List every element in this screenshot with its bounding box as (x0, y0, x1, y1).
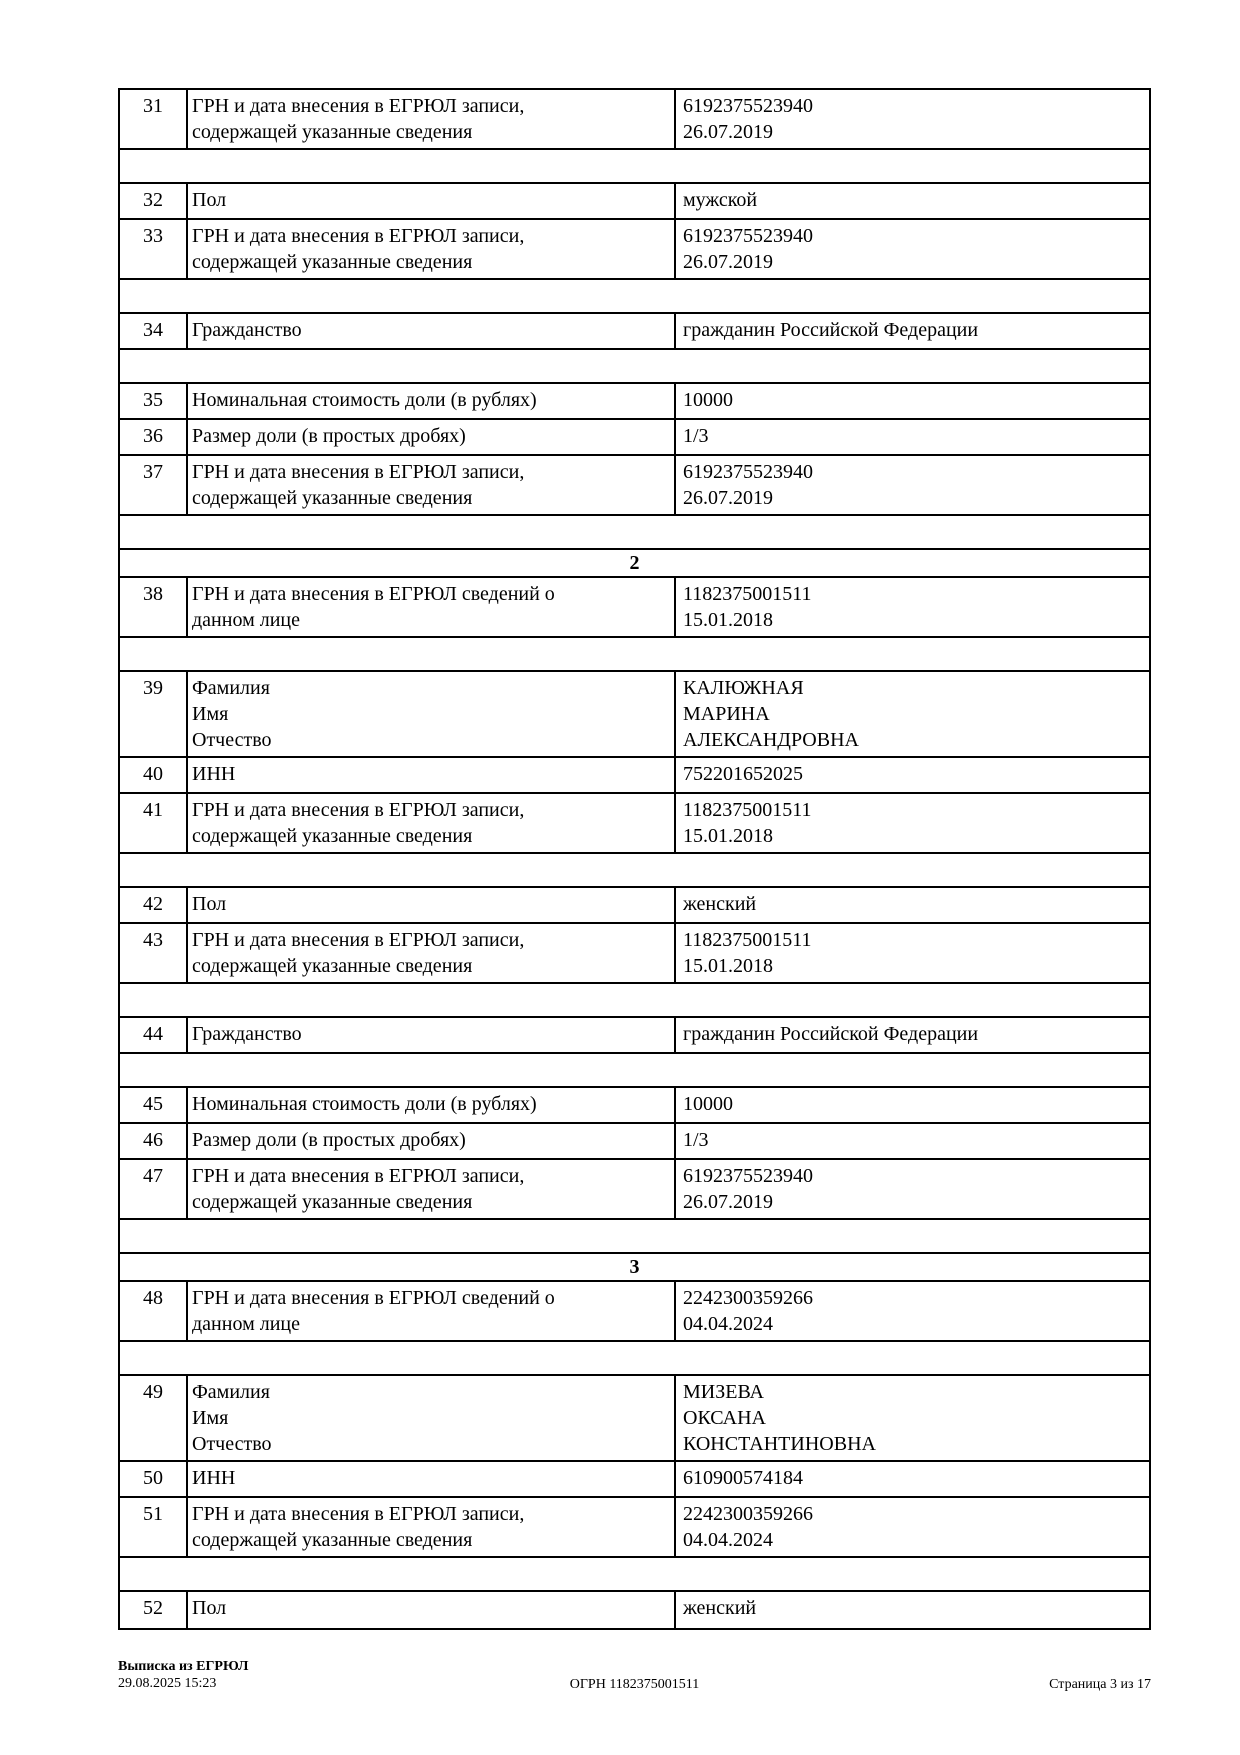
value-line: 1182375001511 (683, 583, 812, 605)
table-row (120, 384, 1149, 420)
row-number: 37 (143, 461, 163, 483)
label-line: содержащей указанные сведения (192, 1529, 473, 1551)
value-line: 1/3 (683, 1129, 709, 1151)
row-label (186, 1498, 674, 1556)
row-value (674, 758, 1149, 792)
label-line: данном лице (192, 1313, 300, 1335)
row-value (674, 1592, 1149, 1628)
footer-doc-type: Выписка из ЕГРЮЛ (118, 1659, 249, 1674)
table-row (120, 1462, 1149, 1498)
value-line: 6192375523940 (683, 461, 813, 483)
table-row (120, 184, 1149, 220)
label-line: ГРН и дата внесения в ЕГРЮЛ записи, (192, 225, 525, 247)
label-line: содержащей указанные сведения (192, 251, 473, 273)
label-line: ГРН и дата внесения в ЕГРЮЛ записи, (192, 461, 525, 483)
row-label (186, 384, 674, 418)
row-number: 35 (143, 389, 163, 411)
label-line: содержащей указанные сведения (192, 487, 473, 509)
row-label (186, 1160, 674, 1218)
row-number: 50 (143, 1467, 163, 1489)
value-line: 1/3 (683, 425, 709, 447)
row-label (186, 888, 674, 922)
value-line: ОКСАНА (683, 1407, 766, 1429)
value-line: 26.07.2019 (683, 1191, 773, 1213)
label-line: Номинальная стоимость доли (в рублях) (192, 389, 537, 411)
row-number: 41 (143, 799, 163, 821)
row-number: 39 (143, 677, 163, 699)
value-line: 1182375001511 (683, 799, 812, 821)
row-number: 52 (143, 1597, 163, 1619)
value-line: женский (683, 893, 757, 915)
row-number: 40 (143, 763, 163, 785)
value-line: 610900574184 (683, 1467, 803, 1489)
footer-ogrn: ОГРН 1182375001511 (569, 1677, 700, 1692)
label-line: Отчество (192, 1433, 272, 1455)
table-row (120, 888, 1149, 924)
value-line: 1182375001511 (683, 929, 812, 951)
row-value (674, 384, 1149, 418)
value-line: КАЛЮЖНАЯ (683, 677, 804, 699)
value-line: 15.01.2018 (683, 609, 773, 631)
row-number: 51 (143, 1503, 163, 1525)
row-number: 32 (143, 189, 163, 211)
label-line: содержащей указанные сведения (192, 121, 473, 143)
label-line: Имя (192, 1407, 229, 1429)
row-label (186, 1088, 674, 1122)
row-value (674, 578, 1149, 636)
row-value (674, 314, 1149, 348)
label-line: Имя (192, 703, 229, 725)
label-line: данном лице (192, 609, 300, 631)
label-line: ГРН и дата внесения в ЕГРЮЛ записи, (192, 929, 525, 951)
row-label (186, 1282, 674, 1340)
egrul-table (118, 88, 1151, 1630)
label-line: ГРН и дата внесения в ЕГРЮЛ сведений о (192, 583, 555, 605)
row-number: 38 (143, 583, 163, 605)
value-line: 2242300359266 (683, 1503, 813, 1525)
label-line: Номинальная стоимость доли (в рублях) (192, 1093, 537, 1115)
row-value (674, 220, 1149, 278)
row-value (674, 184, 1149, 218)
row-label (186, 924, 674, 982)
value-line: 26.07.2019 (683, 251, 773, 273)
table-row (120, 672, 1149, 758)
row-value (674, 90, 1149, 148)
label-line: Фамилия (192, 677, 270, 699)
value-line: КОНСТАНТИНОВНА (683, 1433, 876, 1455)
table-row (120, 758, 1149, 794)
table-row (120, 1282, 1149, 1342)
row-value (674, 672, 1149, 756)
table-row (120, 90, 1149, 150)
row-value (674, 1160, 1149, 1218)
table-row (120, 1498, 1149, 1558)
row-label (186, 578, 674, 636)
row-label (186, 1018, 674, 1052)
label-line: ИНН (192, 763, 236, 785)
value-line: гражданин Российской Федерации (683, 1023, 979, 1045)
row-number: 43 (143, 929, 163, 951)
row-number: 36 (143, 425, 163, 447)
label-line: содержащей указанные сведения (192, 1191, 473, 1213)
value-line: 6192375523940 (683, 95, 813, 117)
value-line: МАРИНА (683, 703, 770, 725)
value-line: мужской (683, 189, 758, 211)
table-row (120, 1160, 1149, 1220)
value-line: 15.01.2018 (683, 955, 773, 977)
row-label (186, 220, 674, 278)
value-line: 15.01.2018 (683, 825, 773, 847)
value-line: 04.04.2024 (683, 1529, 773, 1551)
row-number: 42 (143, 893, 163, 915)
row-label (186, 456, 674, 514)
table-spacer-row (120, 516, 1149, 550)
row-value (674, 1282, 1149, 1340)
table-row (120, 578, 1149, 638)
value-line: 26.07.2019 (683, 487, 773, 509)
table-spacer-row (120, 854, 1149, 888)
row-number: 47 (143, 1165, 163, 1187)
row-label (186, 1124, 674, 1158)
value-line: МИЗЕВА (683, 1381, 764, 1403)
value-line: 26.07.2019 (683, 121, 773, 143)
row-label (186, 1376, 674, 1460)
label-line: Размер доли (в простых дробях) (192, 1129, 466, 1151)
label-line: содержащей указанные сведения (192, 825, 473, 847)
label-line: ГРН и дата внесения в ЕГРЮЛ записи, (192, 1503, 525, 1525)
value-line: 6192375523940 (683, 1165, 813, 1187)
footer-timestamp: 29.08.2025 15:23 (118, 1676, 217, 1691)
table-row (120, 1376, 1149, 1462)
label-line: Пол (192, 189, 227, 211)
label-line: ИНН (192, 1467, 236, 1489)
table-row (120, 456, 1149, 516)
row-value (674, 456, 1149, 514)
table-spacer-row (120, 984, 1149, 1018)
row-number: 44 (143, 1023, 163, 1045)
row-value (674, 1498, 1149, 1556)
row-value (674, 1088, 1149, 1122)
table-spacer-row (120, 1558, 1149, 1592)
table-row (120, 1088, 1149, 1124)
table-spacer-row (120, 1342, 1149, 1376)
label-line: Размер доли (в простых дробях) (192, 425, 466, 447)
value-line: 752201652025 (683, 763, 803, 785)
label-line: ГРН и дата внесения в ЕГРЮЛ записи, (192, 799, 525, 821)
row-number: 45 (143, 1093, 163, 1115)
value-line: 10000 (683, 1093, 733, 1115)
row-value (674, 924, 1149, 982)
table-row (120, 1124, 1149, 1160)
section-header-row: 2 (120, 550, 1149, 578)
row-label (186, 1462, 674, 1496)
row-number: 46 (143, 1129, 163, 1151)
footer-page-number: Страница 3 из 17 (1049, 1677, 1151, 1692)
row-number: 31 (143, 95, 163, 117)
value-line: 10000 (683, 389, 733, 411)
row-number: 48 (143, 1287, 163, 1309)
row-value (674, 794, 1149, 852)
row-label (186, 420, 674, 454)
row-label (186, 184, 674, 218)
row-value (674, 420, 1149, 454)
value-line: гражданин Российской Федерации (683, 319, 979, 341)
table-row (120, 420, 1149, 456)
table-spacer-row (120, 1054, 1149, 1088)
label-line: Гражданство (192, 319, 302, 341)
row-label (186, 672, 674, 756)
table-row (120, 1018, 1149, 1054)
row-value (674, 888, 1149, 922)
table-row (120, 314, 1149, 350)
label-line: Пол (192, 893, 227, 915)
label-line: ГРН и дата внесения в ЕГРЮЛ записи, (192, 95, 525, 117)
row-label (186, 1592, 674, 1628)
label-line: Фамилия (192, 1381, 270, 1403)
table-spacer-row (120, 1220, 1149, 1254)
label-line: Гражданство (192, 1023, 302, 1045)
section-header-row: 3 (120, 1254, 1149, 1282)
row-label (186, 90, 674, 148)
row-number: 49 (143, 1381, 163, 1403)
table-row (120, 794, 1149, 854)
table-spacer-row (120, 638, 1149, 672)
row-value (674, 1018, 1149, 1052)
row-number: 33 (143, 225, 163, 247)
row-value (674, 1124, 1149, 1158)
row-number: 34 (143, 319, 163, 341)
row-value (674, 1462, 1149, 1496)
table-spacer-row (120, 350, 1149, 384)
label-line: содержащей указанные сведения (192, 955, 473, 977)
row-label (186, 314, 674, 348)
table-spacer-row (120, 150, 1149, 184)
label-line: ГРН и дата внесения в ЕГРЮЛ сведений о (192, 1287, 555, 1309)
table-row (120, 1592, 1149, 1628)
label-line: Отчество (192, 729, 272, 751)
row-value (674, 1376, 1149, 1460)
table-spacer-row (120, 280, 1149, 314)
value-line: 04.04.2024 (683, 1313, 773, 1335)
table-row (120, 220, 1149, 280)
value-line: женский (683, 1597, 757, 1619)
row-label (186, 794, 674, 852)
value-line: АЛЕКСАНДРОВНА (683, 729, 859, 751)
label-line: ГРН и дата внесения в ЕГРЮЛ записи, (192, 1165, 525, 1187)
label-line: Пол (192, 1597, 227, 1619)
value-line: 2242300359266 (683, 1287, 813, 1309)
value-line: 6192375523940 (683, 225, 813, 247)
table-row (120, 924, 1149, 984)
row-label (186, 758, 674, 792)
